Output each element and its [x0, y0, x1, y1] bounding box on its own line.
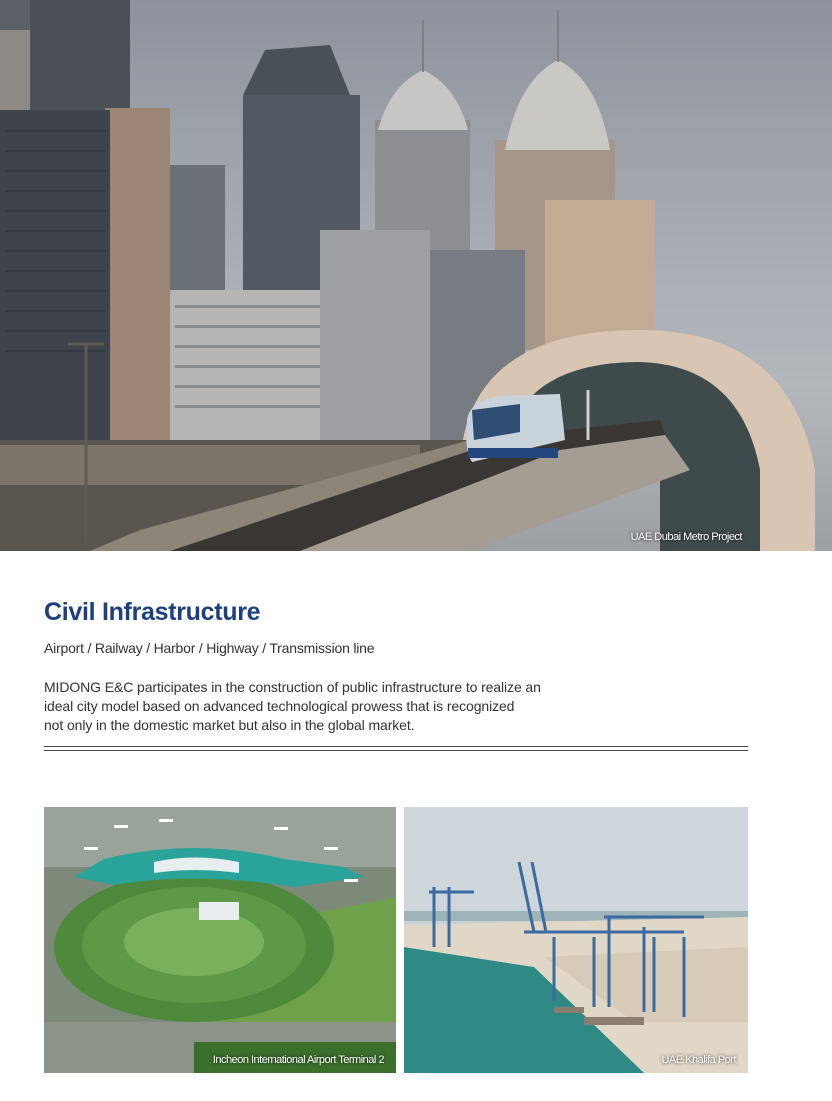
divider-line — [44, 750, 748, 751]
description-line: MIDONG E&C participates in the construction of public infrastructure to realize an — [44, 679, 541, 695]
hero-caption: UAE Dubai Metro Project — [630, 531, 742, 543]
airport-photo — [44, 807, 396, 1073]
section-title: Civil Infrastructure — [44, 598, 261, 626]
description-line: ideal city model based on advanced technological prowess that is recognized — [44, 698, 515, 714]
port-photo — [404, 807, 748, 1073]
airport-illustration — [44, 807, 396, 1073]
port-illustration — [404, 807, 748, 1073]
description-line: not only in the domestic market but also in the global market. — [44, 717, 415, 733]
airport-caption: Incheon International Airport Terminal 2 — [212, 1054, 384, 1066]
port-caption: UAE Khalifa Port — [661, 1054, 736, 1066]
divider-line — [44, 746, 748, 747]
section-description — [44, 678, 604, 735]
section-subtitle: Airport / Railway / Harbor / Highway / Transmission line — [44, 640, 375, 656]
